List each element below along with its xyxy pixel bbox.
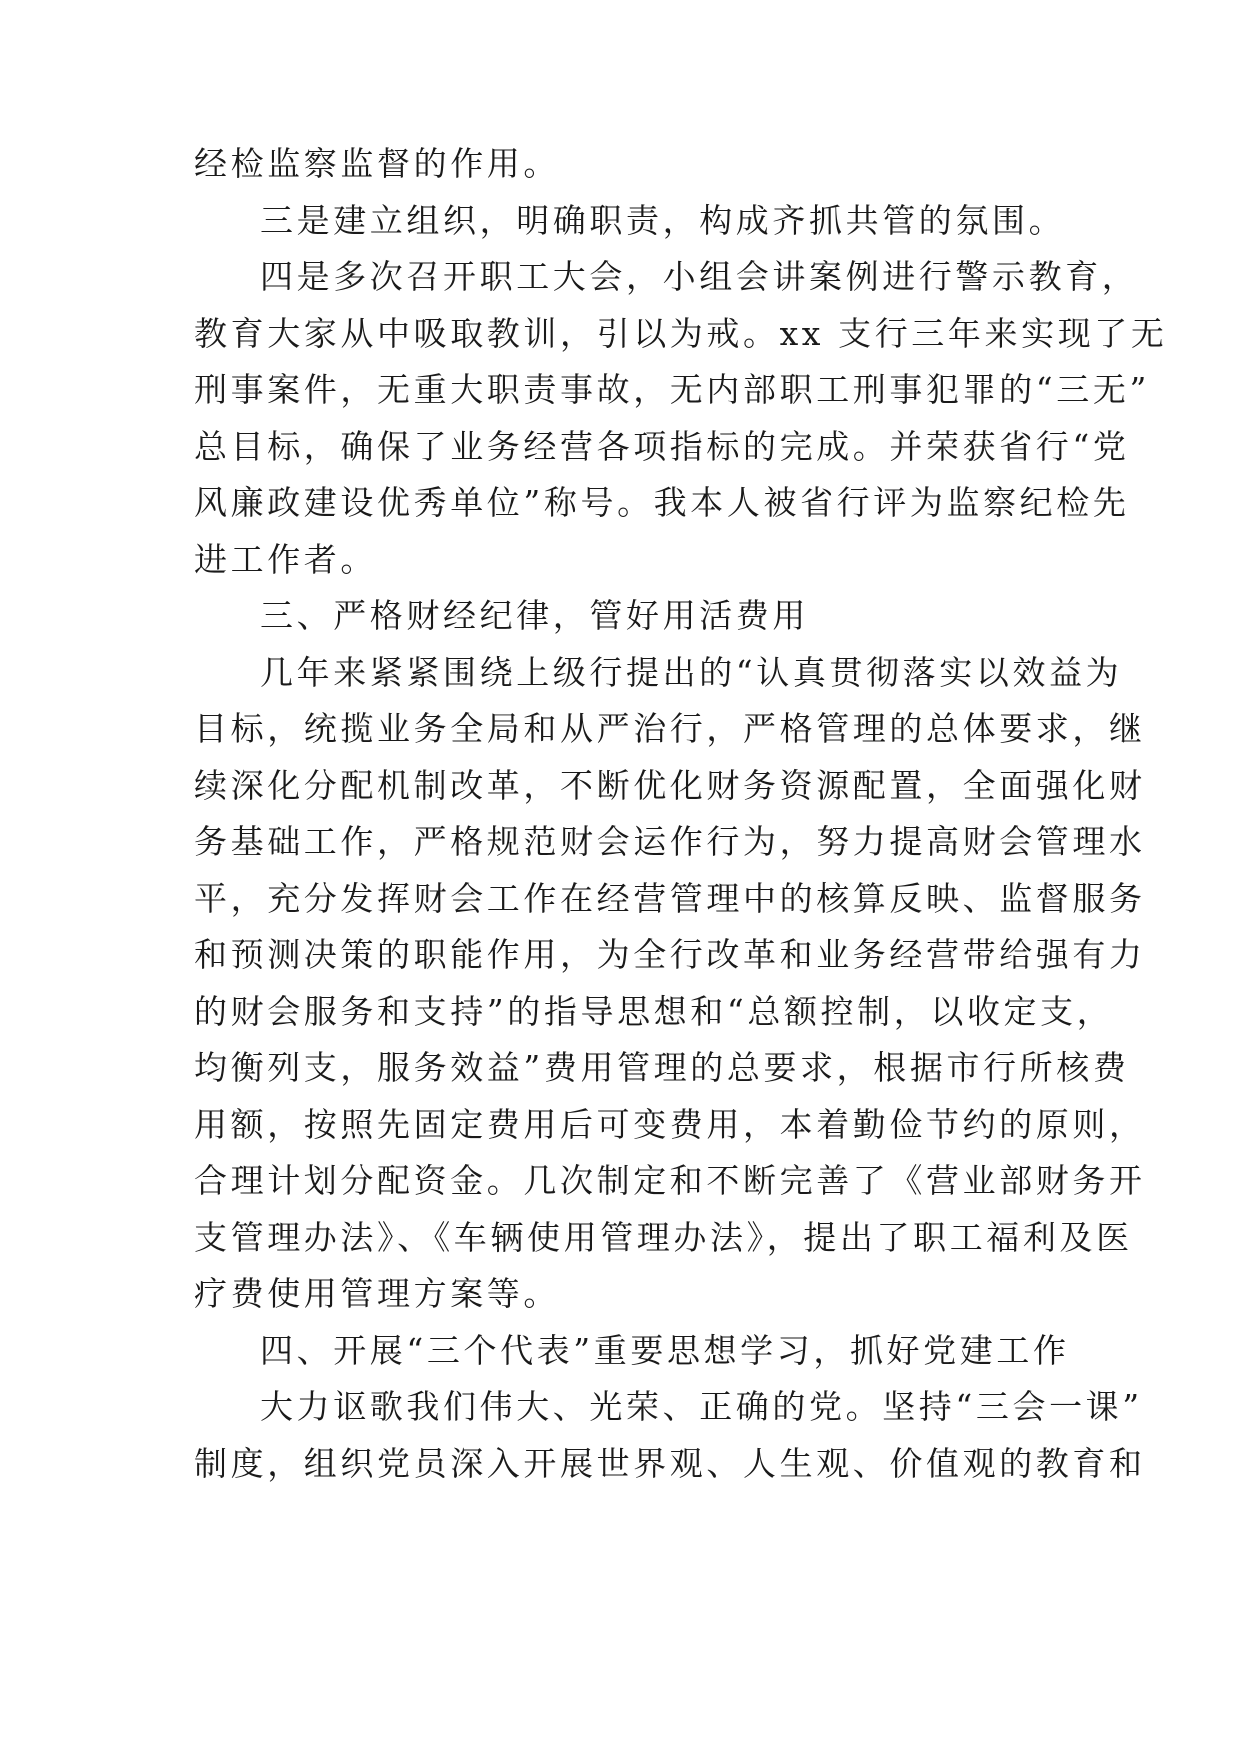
text-line: 用额，按照先固定费用后可变费用，本着勤俭节约的原则， — [194, 1104, 1146, 1144]
text-line: 三是建立组织，明确职责，构成齐抓共管的氛围。 — [260, 200, 1066, 240]
text-line: 疗费使用管理方案等。 — [194, 1274, 560, 1313]
text-line: 几年来紧紧围绕上级行提出的“认真贯彻落实以效益为 — [260, 652, 1123, 692]
text-line: 的财会服务和支持”的指导思想和“总额控制，以收定支， — [194, 991, 1114, 1031]
text-line: 进工作者。 — [194, 539, 377, 579]
text-line: 经检监察监督的作用。 — [194, 144, 560, 183]
text-line: 风廉政建设优秀单位”称号。我本人被省行评为监察纪检先 — [194, 483, 1130, 522]
text-line: 大力讴歌我们伟大、光荣、正确的党。坚持“三会一课” — [260, 1387, 1143, 1426]
section-heading: 四、开展“三个代表”重要思想学习，抓好党建工作 — [260, 1330, 1070, 1370]
text-line: 平，充分发挥财会工作在经营管理中的核算反映、监督服务 — [194, 878, 1146, 918]
text-line: 续深化分配机制改革，不断优化财务资源配置，全面强化财 — [194, 765, 1146, 805]
text-line: 总目标，确保了业务经营各项指标的完成。并荣获省行“党 — [194, 426, 1130, 466]
text-line: 制度，组织党员深入开展世界观、人生观、价值观的教育和 — [194, 1443, 1146, 1483]
text-line: 均衡列支，服务效益”费用管理的总要求，根据市行所核费 — [194, 1048, 1130, 1087]
text-line: 支管理办法》、《车辆使用管理办法》，提出了职工福利及医 — [194, 1217, 1133, 1257]
document-body — [194, 136, 1168, 1492]
text-line: 教育大家从中吸取教训，引以为戒。xx 支行三年来实现了无 — [194, 313, 1168, 353]
text-line: 务基础工作，严格规范财会运作行为，努力提高财会管理水 — [194, 822, 1146, 861]
text-line: 合理计划分配资金。几次制定和不断完善了《营业部财务开 — [194, 1161, 1146, 1200]
text-line: 刑事案件，无重大职责事故，无内部职工刑事犯罪的“三无” — [194, 370, 1150, 409]
text-line: 目标，统揽业务全局和从严治行，严格管理的总体要求，继 — [194, 709, 1146, 748]
text-line: 和预测决策的职能作用，为全行改革和业务经营带给强有力 — [194, 935, 1146, 974]
text-line: 四是多次召开职工大会，小组会讲案例进行警示教育， — [260, 257, 1139, 296]
section-heading: 三、严格财经纪律，管好用活费用 — [260, 596, 809, 635]
